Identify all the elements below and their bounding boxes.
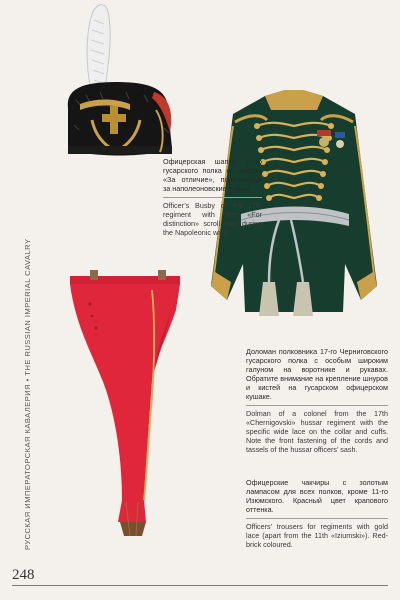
caption-busby	[163, 157, 262, 237]
page-number: 248	[12, 567, 35, 583]
caption-dolman-en: Dolman of a colonel from the 17th «Chernigovski» hussar regiment with the specific wide lace on the collar and cuffs. Note the front fastening of the cords and tassels of the hussar officers’ sash.	[246, 409, 388, 454]
footer-rule	[12, 585, 388, 586]
caption-trousers-en: Officers’ trousers for regiments with gold lace (apart from the 11th «Iziumski»). Red-brick coloured.	[246, 522, 388, 549]
trousers-photo	[56, 270, 202, 540]
caption-trousers	[246, 478, 388, 549]
caption-divider	[163, 197, 262, 198]
caption-divider	[246, 518, 388, 519]
caption-busby-ru: Офицерская шапка 17-го гусарского полка со знаком «За отличие», полученным за наполеоновские войны.	[163, 157, 262, 193]
busby-photo	[56, 0, 196, 160]
caption-dolman-ru: Доломан полковника 17-го Черниговского гусарского полка с особым широким галуном на воротнике и рукавах. Обратите внимание на крепление шнуров и кистей на гусарском офицерском кушаке.	[246, 347, 388, 401]
side-running-title	[12, 238, 32, 550]
caption-trousers-ru: Офицерские чакчиры с золотым лампасом для всех полков, кроме 11-го Изюмского. Красный цвет крапового оттенка.	[246, 478, 388, 514]
caption-divider	[246, 405, 388, 406]
caption-dolman	[246, 347, 388, 454]
caption-busby-en: Officer’s Busby of the 17th regiment with the «For distinction» scroll won during the Napoleonic wars.	[163, 201, 262, 237]
side-title-text: РУССКАЯ ИМПЕРАТОРСКАЯ КАВАЛЕРИЯ • THE RUSSIAN IMPERIAL CAVALRY	[23, 238, 32, 550]
